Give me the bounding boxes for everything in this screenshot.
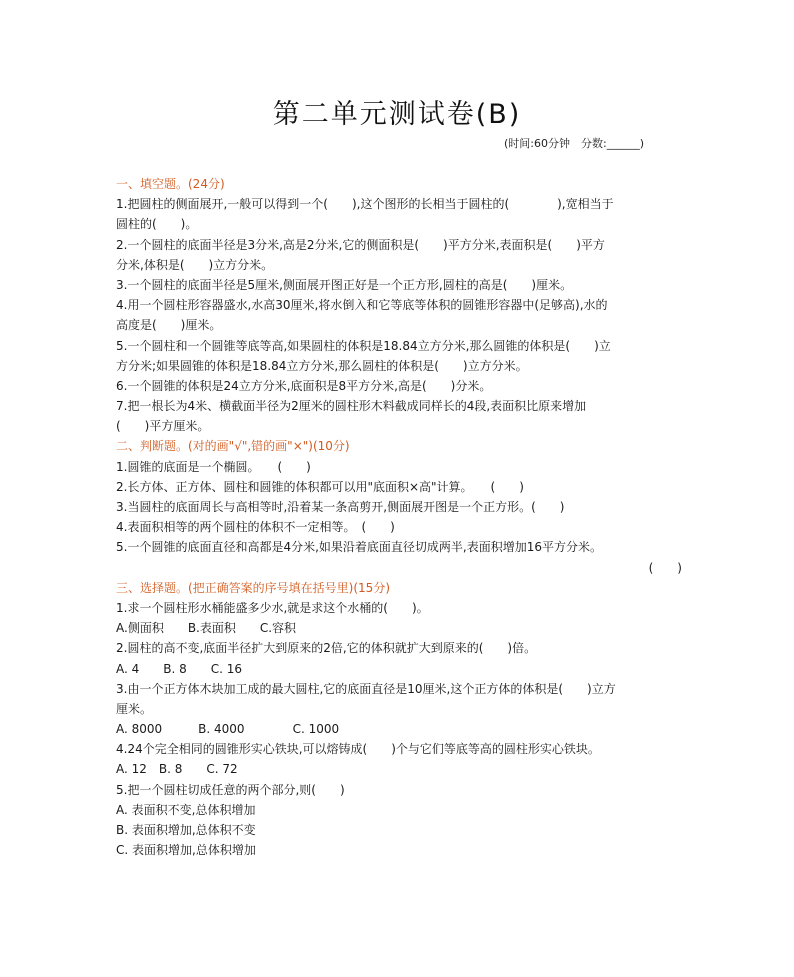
question-line: 7.把一根长为4米、横截面半径为2厘米的圆柱形木料截成同样长的4段,表面积比原来增加 (116, 399, 587, 414)
question-line: 2.圆柱的高不变,底面半径扩大到原来的2倍,它的体积就扩大到原来的( )倍。 (116, 641, 537, 656)
question-line: 高度是( )厘米。 (116, 318, 222, 333)
question-line: 4.24个完全相同的圆锥形实心铁块,可以熔铸成( )个与它们等底等高的圆柱形实心铁块。 (116, 742, 600, 757)
question-line: 3.当圆柱的底面周长与高相等时,沿着某一条高剪开,侧面展开图是一个正方形。( ) (116, 500, 565, 514)
exam-meta: (时间:60分钟 分数:______) (504, 137, 644, 150)
question-line: 1.求一个圆柱形水桶能盛多少水,就是求这个水桶的( )。 (116, 600, 429, 615)
question-line: B. 表面积增加,总体积不变 (116, 823, 256, 837)
question-line: 分米,体积是( )立方分米。 (116, 257, 274, 272)
question-line: 5.一个圆柱和一个圆锥等底等高,如果圆柱的体积是18.84立方分米,那么圆锥的体积是( )立 (116, 338, 611, 353)
question-line: 6.一个圆锥的体积是24立方分米,底面积是8平方分米,高是( )分米。 (116, 378, 492, 393)
question-line: 厘米。 (116, 701, 153, 716)
question-line: 1.把圆柱的侧面展开,一般可以得到一个( ),这个图形的长相当于圆柱的( ),宽相当于 (116, 197, 614, 212)
exam-content (116, 174, 682, 860)
question-line: A. 8000 B. 4000 C. 1000 (116, 722, 340, 737)
section-heading: 一、填空题。(24分) (116, 177, 225, 191)
question-line: 2.长方体、正方体、圆柱和圆锥的体积都可以用"底面积×高"计算。 ( ) (116, 479, 524, 494)
question-line: C. 表面积增加,总体积增加 (116, 843, 256, 858)
answer-blank: ( ) (648, 560, 682, 575)
question-line: A.侧面积 B.表面积 C.容积 (116, 621, 297, 636)
question-line: 3.一个圆柱的底面半径是5厘米,侧面展开图正好是一个正方形,圆柱的高是( )厘米。 (116, 277, 573, 292)
question-line: A. 表面积不变,总体积增加 (116, 802, 256, 817)
question-line: A. 12 B. 8 C. 72 (116, 762, 238, 777)
question-line: 方分米;如果圆锥的体积是18.84立方分米,那么圆柱的体积是( )立方分米。 (116, 358, 528, 373)
question-line: 1.圆锥的底面是一个椭圆。 ( ) (116, 459, 311, 474)
question-line: 3.由一个正方体木块加工成的最大圆柱,它的底面直径是10厘米,这个正方体的体积是( )立方 (116, 681, 616, 696)
question-line: 5.一个圆锥的底面直径和高都是4分米,如果沿着底面直径切成两半,表面积增加16平方分米。 (116, 540, 602, 555)
question-line: 4.表面积相等的两个圆柱的体积不一定相等。 ( ) (116, 520, 395, 535)
question-line: 圆柱的( )。 (116, 217, 198, 232)
page-title: 第二单元测试卷(B) (272, 99, 522, 130)
question-line: A. 4 B. 8 C. 16 (116, 661, 243, 676)
question-line: 5.把一个圆柱切成任意的两个部分,则( ) (116, 782, 345, 797)
section-heading: 二、判断题。(对的画"√",错的画"×")(10分) (116, 439, 350, 454)
question-line: 2.一个圆柱的底面半径是3分米,高是2分米,它的侧面积是( )平方分米,表面积是( )平方 (116, 237, 605, 252)
question-line: ( )平方厘米。 (116, 419, 210, 434)
section-heading: 三、选择题。(把正确答案的序号填在括号里)(15分) (116, 580, 390, 595)
question-line: 4.用一个圆柱形容器盛水,水高30厘米,将水倒入和它等底等体积的圆锥形容器中(足够高),水的 (116, 298, 608, 313)
